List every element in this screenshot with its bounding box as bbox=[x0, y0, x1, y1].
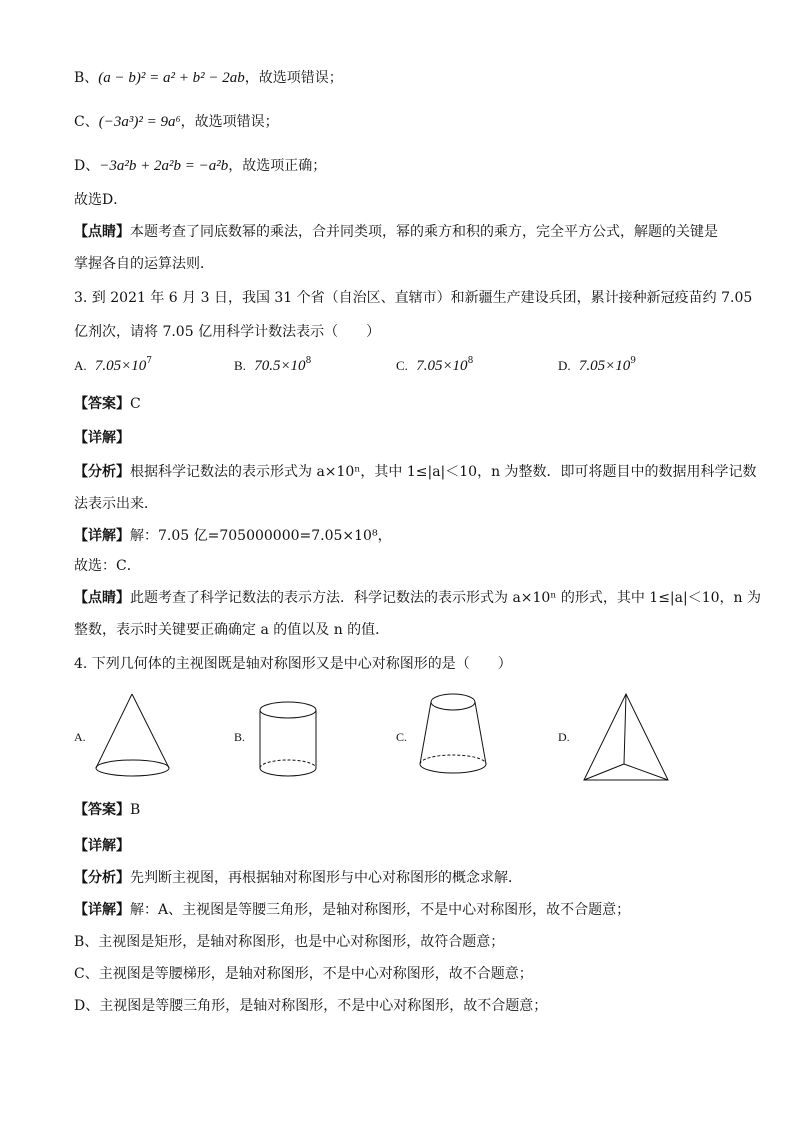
q3-comment-text-1: 此题考查了科学记数法的表示方法．科学记数法的表示形式为 a×10ⁿ 的形式，其中 1≤|a|＜10，n 为 bbox=[130, 590, 761, 606]
q3-choice: 故选：C． bbox=[74, 558, 141, 574]
q3-analysis-tag: 【分析】 bbox=[74, 464, 130, 480]
q3-detail-heading: 【详解】 bbox=[74, 430, 130, 446]
q4-figure-a-label: A. bbox=[74, 730, 86, 744]
q3-option-a-label: A. bbox=[74, 358, 87, 373]
cone-figure bbox=[92, 692, 174, 782]
q2-d-prefix: D、 bbox=[74, 158, 100, 174]
q3-option-c-text: 7.05×10 bbox=[416, 358, 468, 374]
pyramid-figure bbox=[580, 692, 672, 784]
q3-solution-text: 解：7.05 亿=705000000=7.05×10⁸， bbox=[130, 528, 392, 544]
cylinder-sides bbox=[260, 710, 316, 768]
q3-option-b bbox=[234, 356, 311, 377]
q2-b-verdict: ，故选项错误； bbox=[244, 70, 343, 86]
cylinder-bottom-front bbox=[260, 768, 316, 776]
q3-comment-line-1 bbox=[74, 588, 761, 608]
q3-option-b-text: 70.5×10 bbox=[254, 358, 306, 374]
q4-solution-line-a bbox=[74, 900, 630, 920]
cylinder-bottom-back bbox=[260, 760, 316, 768]
q3-option-b-label: B. bbox=[234, 358, 246, 373]
frustum-bottom-front bbox=[420, 764, 486, 773]
q4-analysis-line bbox=[74, 868, 522, 888]
q3-option-c-exp: 8 bbox=[467, 356, 474, 366]
q3-option-d-text: 7.05×10 bbox=[578, 358, 631, 374]
q2-option-b-line bbox=[74, 68, 343, 88]
q3-answer: C bbox=[130, 396, 141, 412]
q3-option-d-exp: 9 bbox=[630, 356, 637, 366]
q4-solution-d: D、主视图是等腰三角形，是轴对称图形，不是中心对称图形，故不合题意； bbox=[74, 998, 548, 1014]
q2-b-formula: (a − b)² = a² + b² − 2ab bbox=[98, 70, 245, 86]
q4-answer-tag: 【答案】 bbox=[74, 802, 130, 818]
pyramid-front-edges bbox=[584, 694, 668, 780]
q4-answer-line bbox=[74, 800, 140, 820]
q3-solution-line bbox=[74, 526, 392, 546]
q2-comment-line-1 bbox=[74, 222, 718, 242]
q2-comment-tag: 【点睛】 bbox=[74, 224, 130, 240]
q2-c-formula: (−3a³)² = 9a⁶ bbox=[98, 114, 181, 130]
q3-analysis-line-1 bbox=[74, 462, 757, 482]
q3-option-a bbox=[74, 356, 152, 377]
q4-figure-c-label: C. bbox=[396, 730, 408, 744]
cone-sides bbox=[96, 694, 169, 768]
q3-option-a-text: 7.05×10 bbox=[94, 358, 147, 374]
q3-stem-line-2: 亿剂次，请将 7.05 亿用科学计数法表示（ ） bbox=[74, 324, 381, 340]
q4-analysis-tag: 【分析】 bbox=[74, 870, 130, 886]
cone-base bbox=[96, 760, 169, 776]
q3-option-c-label: C. bbox=[396, 358, 408, 373]
q4-solution-tag: 【详解】 bbox=[74, 902, 130, 918]
q2-choice: 故选D． bbox=[74, 192, 128, 208]
q4-figure-b-label: B. bbox=[234, 730, 246, 744]
q2-option-d-line bbox=[74, 156, 326, 176]
q4-detail-heading: 【详解】 bbox=[74, 838, 130, 854]
q2-comment-text-2: 掌握各自的运算法则． bbox=[74, 256, 214, 272]
q3-option-d-label: D. bbox=[558, 358, 571, 373]
q4-analysis-text: 先判断主视图，再根据轴对称图形与中心对称图形的概念求解． bbox=[130, 870, 522, 886]
q3-option-c bbox=[396, 356, 473, 377]
cylinder-figure bbox=[256, 700, 322, 786]
q2-option-c-line bbox=[74, 112, 279, 132]
q2-d-formula: −3a²b + 2a²b = −a²b bbox=[99, 158, 229, 174]
q3-answer-tag: 【答案】 bbox=[74, 396, 130, 412]
q2-c-verdict: ，故选项错误； bbox=[180, 114, 279, 130]
q3-analysis-text-1: 根据科学记数法的表示形式为 a×10ⁿ，其中 1≤|a|＜10，n 为整数．即可将题目中的数据用科学记数 bbox=[130, 464, 757, 480]
q4-stem: 4. 下列几何体的主视图既是轴对称图形又是中心对称图形的是（ ） bbox=[74, 656, 512, 672]
q3-solution-tag: 【详解】 bbox=[74, 528, 130, 544]
q2-comment-text-1: 本题考查了同底数幂的乘法，合并同类项，幂的乘方和积的乘方，完全平方公式，解题的关键是 bbox=[130, 224, 718, 240]
q4-figure-d-label: D. bbox=[558, 730, 570, 744]
q4-solution-c: C、主视图是等腰梯形，是轴对称图形，不是中心对称图形，故不合题意； bbox=[74, 966, 533, 982]
q3-answer-line bbox=[74, 394, 141, 414]
q3-comment-tag: 【点睛】 bbox=[74, 590, 130, 606]
frustum-top bbox=[431, 694, 475, 710]
q3-stem-line-1: 3. 到 2021 年 6 月 3 日，我国 31 个省（自治区、直辖市）和新疆生产建设兵团，累计接种新冠疫苗约 7.05 bbox=[74, 290, 753, 306]
frustum-bottom-back bbox=[420, 755, 486, 764]
frustum-figure bbox=[416, 690, 496, 784]
q3-option-a-exp: 7 bbox=[146, 356, 153, 366]
q3-option-d bbox=[558, 356, 636, 377]
q3-analysis-text-2: 法表示出来． bbox=[74, 496, 158, 512]
q3-option-b-exp: 8 bbox=[305, 356, 312, 366]
q4-answer: B bbox=[130, 802, 141, 818]
cylinder-top bbox=[260, 702, 316, 718]
q4-solution-b: B、主视图是矩形，是轴对称图形，也是中心对称图形，故符合题意； bbox=[74, 934, 505, 950]
q2-b-prefix: B、 bbox=[74, 70, 99, 86]
q2-c-prefix: C、 bbox=[74, 114, 99, 130]
q3-comment-text-2: 整数，表示时关键要正确确定 a 的值以及 n 的值． bbox=[74, 622, 390, 638]
q2-d-verdict: ，故选项正确； bbox=[228, 158, 327, 174]
q4-solution-a: 解：A、主视图是等腰三角形，是轴对称图形，不是中心对称图形，故不合题意； bbox=[130, 902, 631, 918]
